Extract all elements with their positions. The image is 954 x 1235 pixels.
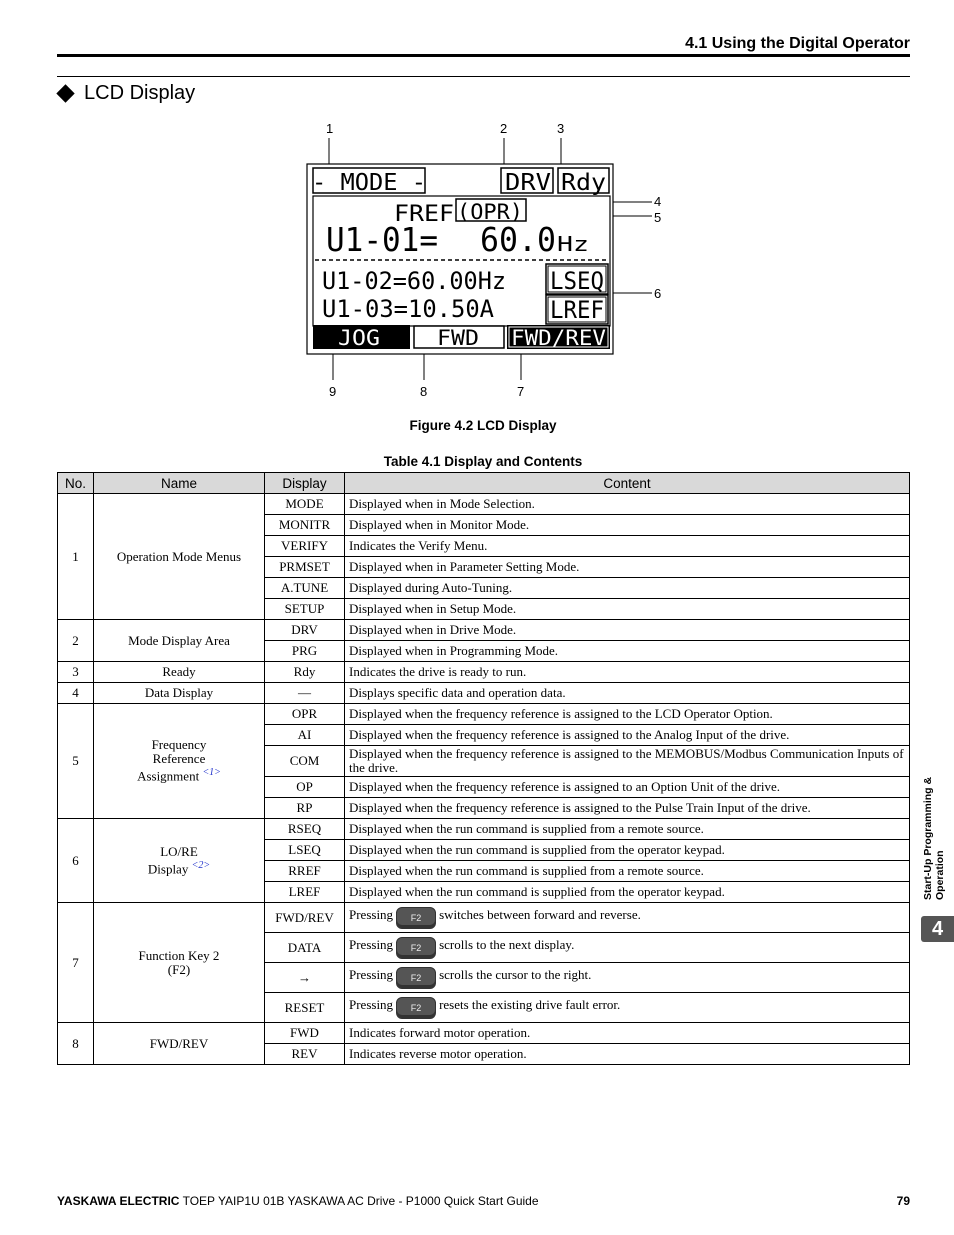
content-cell: Displayed when in Setup Mode. — [345, 599, 910, 620]
group-name: Data Display — [94, 683, 265, 704]
content-cell — [345, 963, 910, 993]
header-rule — [57, 54, 910, 57]
group-name: Mode Display Area — [94, 620, 265, 662]
content-cell: Displayed when in Parameter Setting Mode. — [345, 557, 910, 578]
lcd-lref: LREF — [550, 296, 604, 324]
callout-7: 7 — [517, 384, 525, 399]
display-cell: MODE — [265, 494, 345, 515]
content-cell: Displayed when the run command is supplied from the operator keypad. — [345, 840, 910, 861]
table-row — [58, 704, 910, 725]
content-cell — [345, 903, 910, 933]
group-no: 7 — [58, 903, 94, 1023]
group-name-line: Reference — [152, 751, 206, 767]
section-title: LCD Display — [84, 82, 196, 104]
group-no: 6 — [58, 819, 94, 903]
lcd-drv: DRV — [505, 170, 552, 196]
figure-caption: Figure 4.2 LCD Display — [409, 418, 557, 433]
group-name-line: LO/RE — [160, 843, 198, 859]
display-cell: RREF — [265, 861, 345, 882]
content-cell: Indicates forward motor operation. — [345, 1023, 910, 1044]
display-cell: Rdy — [265, 662, 345, 683]
table-row — [58, 683, 910, 704]
display-cell: FWD — [265, 1023, 345, 1044]
display-cell: RSEQ — [265, 819, 345, 840]
content-cell: Displayed when the frequency reference is assigned to the LCD Operator Option. — [345, 704, 910, 725]
header-rule-thin — [57, 76, 910, 77]
group-name-line: Display — [147, 861, 189, 877]
display-cell: FWD/REV — [265, 903, 345, 933]
table-row — [58, 620, 910, 641]
table-caption: Table 4.1 Display and Contents — [383, 454, 583, 469]
content-cell: Displayed when in Drive Mode. — [345, 620, 910, 641]
table-row — [58, 662, 910, 683]
f2-key-icon: F2 — [396, 967, 436, 989]
callout-4: 4 — [654, 194, 662, 209]
callout-1: 1 — [326, 121, 334, 136]
content-cell: Displayed when the run command is supplied from a remote source. — [345, 861, 910, 882]
lcd-line3: U1-03=10.50A — [322, 295, 495, 323]
display-cell: DATA — [265, 933, 345, 963]
group-no: 4 — [58, 683, 94, 704]
lcd-opr: (OPR) — [457, 200, 523, 224]
display-cell: RP — [265, 798, 345, 819]
display-cell: RESET — [265, 993, 345, 1023]
group-no: 3 — [58, 662, 94, 683]
display-cell: DRV — [265, 620, 345, 641]
callout-6: 6 — [654, 286, 662, 301]
header-content: Content — [345, 473, 910, 494]
display-cell: PRMSET — [265, 557, 345, 578]
display-cell: VERIFY — [265, 536, 345, 557]
lcd-main-value: 60.0 — [480, 220, 556, 259]
page-number: 79 — [896, 1194, 910, 1208]
display-cell: LREF — [265, 882, 345, 903]
table-row — [58, 903, 910, 933]
content-text: scrolls the cursor to the right. — [439, 966, 592, 982]
display-cell: REV — [265, 1044, 345, 1065]
lcd-mode: - MODE - — [312, 170, 426, 196]
footer-doc-info — [57, 1194, 539, 1208]
content-cell: Displayed when the frequency reference is assigned to the Analog Input of the drive. — [345, 725, 910, 746]
footer-brand: YASKAWA ELECTRIC — [57, 1194, 180, 1208]
section-heading — [57, 82, 195, 105]
lcd-figure — [300, 118, 680, 403]
content-cell: Displayed when the frequency reference is assigned to the Pulse Train Input of the drive. — [345, 798, 910, 819]
content-text: switches between forward and reverse. — [439, 906, 641, 922]
lcd-key-jog: JOG — [338, 326, 380, 350]
group-name — [94, 819, 265, 903]
footnote-ref-link[interactable]: <2> — [191, 859, 211, 871]
content-cell: Indicates the Verify Menu. — [345, 536, 910, 557]
callout-8: 8 — [420, 384, 428, 399]
lcd-rdy: Rdy — [561, 170, 606, 196]
group-name: Ready — [94, 662, 265, 683]
table-row — [58, 819, 910, 840]
group-name: Operation Mode Menus — [94, 494, 265, 620]
f2-key-icon: F2 — [396, 907, 436, 929]
group-name — [94, 903, 265, 1023]
content-cell: Indicates reverse motor operation. — [345, 1044, 910, 1065]
group-no: 5 — [58, 704, 94, 819]
f2-key-icon: F2 — [396, 997, 436, 1019]
content-cell — [345, 993, 910, 1023]
group-name-line: Frequency — [151, 737, 207, 753]
display-cell: OP — [265, 777, 345, 798]
pressing-text: Pressing — [349, 906, 394, 922]
group-no: 1 — [58, 494, 94, 620]
group-name-line: Function Key 2 — [138, 947, 220, 963]
display-cell: MONITR — [265, 515, 345, 536]
display-cell: PRG — [265, 641, 345, 662]
header-title: 4.1 Using the Digital Operator — [685, 35, 910, 52]
group-name-line: (F2) — [167, 961, 191, 977]
group-name — [94, 704, 265, 819]
content-cell: Displays specific data and operation data. — [345, 683, 910, 704]
content-cell: Displayed when the run command is supplied from a remote source. — [345, 819, 910, 840]
display-cell: COM — [265, 746, 345, 777]
f2-key-icon: F2 — [396, 937, 436, 959]
lcd-fref: FREF — [394, 202, 454, 227]
lcd-main-unit: Hz — [557, 232, 589, 256]
callout-5: 5 — [654, 210, 662, 225]
display-cell: OPR — [265, 704, 345, 725]
display-cell: — — [265, 683, 345, 704]
diamond-bullet-icon — [56, 84, 74, 102]
content-text: resets the existing drive fault error. — [439, 996, 621, 1012]
header-no: No. — [58, 473, 94, 494]
display-cell: → — [265, 963, 345, 993]
display-cell: LSEQ — [265, 840, 345, 861]
pressing-text: Pressing — [349, 966, 394, 982]
footnote-ref-link[interactable]: <1> — [202, 767, 221, 779]
table-header-row — [58, 473, 910, 494]
lcd-main-label: U1-01= — [326, 220, 438, 259]
lcd-key-fwdrev: FWD/REV — [511, 326, 607, 350]
callout-2: 2 — [500, 121, 508, 136]
display-contents-table — [57, 472, 910, 1065]
content-cell: Displayed when in Monitor Mode. — [345, 515, 910, 536]
content-text: scrolls to the next display. — [439, 936, 575, 952]
display-cell: A.TUNE — [265, 578, 345, 599]
content-cell: Displayed when in Programming Mode. — [345, 641, 910, 662]
side-tab-line: Operation — [934, 850, 946, 900]
content-cell: Displayed when in Mode Selection. — [345, 494, 910, 515]
group-name: FWD/REV — [94, 1023, 265, 1065]
table-row — [58, 494, 910, 515]
display-cell: AI — [265, 725, 345, 746]
pressing-text: Pressing — [349, 996, 394, 1012]
header-display: Display — [265, 473, 345, 494]
callout-9: 9 — [329, 384, 337, 399]
side-tab-label — [922, 770, 946, 900]
lcd-key-fwd: FWD — [437, 326, 479, 350]
table-row — [58, 1023, 910, 1044]
footer-doc: TOEP YAIP1U 01B YASKAWA AC Drive - P1000 Quick Start Guide — [179, 1194, 539, 1208]
group-no: 2 — [58, 620, 94, 662]
header-name: Name — [94, 473, 265, 494]
content-cell: Displayed when the run command is supplied from the operator keypad. — [345, 882, 910, 903]
group-name-line: Assignment — [137, 768, 200, 784]
group-no: 8 — [58, 1023, 94, 1065]
content-cell — [345, 933, 910, 963]
content-cell: Displayed when the frequency reference is assigned to an Option Unit of the drive. — [345, 777, 910, 798]
content-cell: Displayed when the frequency reference is assigned to the MEMOBUS/Modbus Communication Inputs of the drive. — [345, 746, 910, 777]
callout-3: 3 — [557, 121, 565, 136]
pressing-text: Pressing — [349, 936, 394, 952]
content-cell: Indicates the drive is ready to run. — [345, 662, 910, 683]
chapter-tab-number[interactable]: 4 — [921, 916, 954, 942]
side-tab-line: Start-Up Programming & — [922, 776, 934, 900]
lcd-lseq: LSEQ — [550, 267, 604, 295]
content-cell: Displayed during Auto-Tuning. — [345, 578, 910, 599]
lcd-line2: U1-02=60.00Hz — [322, 267, 506, 295]
display-cell: SETUP — [265, 599, 345, 620]
